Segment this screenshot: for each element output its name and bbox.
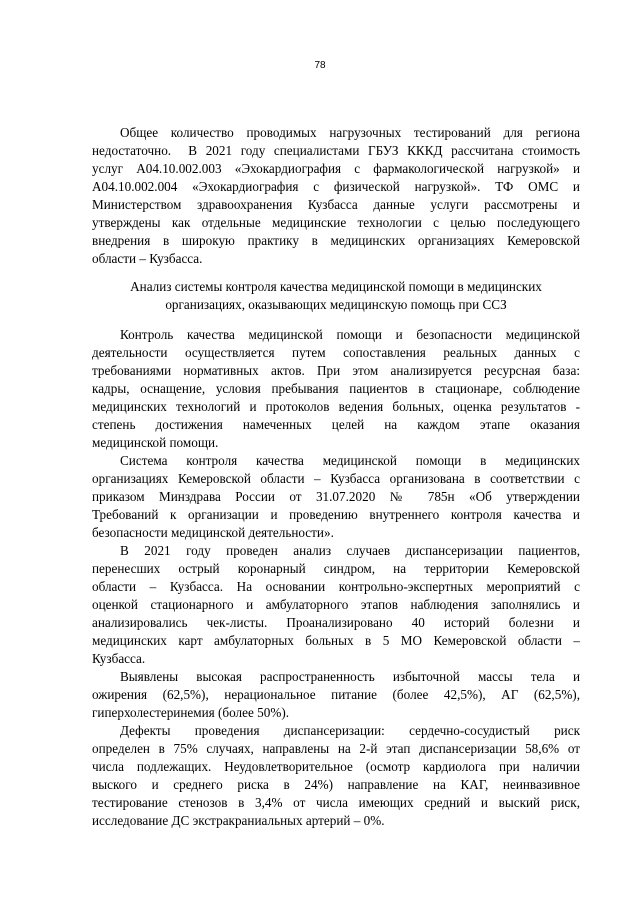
paragraph-line: области – Кузбасса. На основании контрольно-экспертных мероприятий с bbox=[92, 579, 580, 594]
paragraph-line: оценкой стационарного и амбулаторного этапов наблюдения заполнялись и bbox=[92, 597, 580, 612]
paragraph-line: Общее количество проводимых нагрузочных тестирований для региона bbox=[120, 125, 580, 140]
paragraph-line: Кузбасса. bbox=[92, 651, 146, 666]
paragraph-line: В 2021 году проведен анализ случаев диспансеризации пациентов, bbox=[120, 543, 580, 558]
paragraph-line: медицинской помощи. bbox=[92, 435, 219, 450]
paragraph-line: тестирование стенозов в 3,4% от числа имеющих средний и выский риск, bbox=[92, 795, 580, 810]
paragraph-line: деятельности осуществляется путем сопоставления реальных данных с bbox=[92, 345, 580, 360]
paragraph-line: выского и среднего риска в 24%) направление на КАГ, неинвазивное bbox=[92, 777, 580, 792]
paragraph-line: внедрения в широкую практику в медицинских организациях Кемеровской bbox=[92, 233, 580, 248]
paragraph-line: требованиями нормативных актов. При этом анализируется ресурсная база: bbox=[92, 363, 580, 378]
page-number: 78 bbox=[314, 60, 326, 71]
paragraph-line: А04.10.002.004 «Эхокардиография с физической нагрузкой». ТФ ОМС и bbox=[92, 179, 580, 194]
paragraph-line: области – Кузбасса. bbox=[92, 251, 203, 266]
paragraph-line: анализировались чек-листы. Проанализировано 40 историй болезни и bbox=[92, 615, 580, 630]
paragraph-line: ожирения (62,5%), нерациональное питание (более 42,5%), АГ (62,5%), bbox=[92, 687, 580, 702]
paragraph-line: гиперхолестеринемия (более 50%). bbox=[92, 705, 290, 720]
paragraph-line: медицинских карт амбулаторных больных в 5 МО Кемеровской области – bbox=[92, 633, 580, 648]
paragraph-line: утверждены как отдельные медицинские технологии с целью последующего bbox=[92, 215, 580, 230]
paragraph-line: безопасности медицинской деятельности». bbox=[92, 525, 334, 540]
paragraph-line: перенесших острый коронарный синдром, на территории Кемеровской bbox=[92, 561, 580, 576]
paragraph-line: организациях Кемеровской области – Кузбасса организована в соответствии с bbox=[92, 471, 580, 486]
paragraph-line: Система контроля качества медицинской помощи в медицинских bbox=[120, 453, 580, 468]
paragraph-line: определен в 75% случаях, направлены на 2-й этап диспансеризации 58,6% от bbox=[92, 741, 580, 756]
paragraph-line: приказом Минздрава России от 31.07.2020 № 785н «Об утверждении bbox=[92, 489, 580, 504]
paragraph-line: числа подлежащих. Неудовлетворительное (осмотр кардиолога при наличии bbox=[92, 759, 580, 774]
paragraph-line: Дефекты проведения диспансеризации: сердечно-сосудистый риск bbox=[120, 723, 580, 738]
paragraph-line: недостаточно. В 2021 году специалистами ГБУЗ КККД рассчитана стоимость bbox=[92, 143, 580, 158]
section-heading-line: организациях, оказывающих медицинскую помощь при ССЗ bbox=[165, 297, 507, 312]
paragraph-line: Министерством здравоохранения Кузбасса данные услуги рассмотрены и bbox=[92, 197, 580, 212]
paragraph-line: Требований к организации и проведению внутреннего контроля качества и bbox=[92, 507, 580, 522]
paragraph-line: медицинских технологий и протоколов ведения больных, оценка результатов - bbox=[92, 399, 580, 414]
section-heading-line: Анализ системы контроля качества медицинской помощи в медицинских bbox=[130, 279, 542, 294]
paragraph-line: Выявлены высокая распространенность избыточной массы тела и bbox=[120, 669, 580, 684]
paragraph-line: услуг А04.10.002.003 «Эхокардиография с фармакологической нагрузкой» и bbox=[92, 161, 580, 176]
paragraph-line: Контроль качества медицинской помощи и безопасности медицинской bbox=[120, 327, 580, 342]
paragraph-line: исследование ДС экстракраниальных артерий – 0%. bbox=[92, 813, 385, 828]
paragraph-line: кадры, оснащение, условия пребывания пациентов в стационаре, соблюдение bbox=[92, 381, 580, 396]
paragraph-line: степень достижения намеченных целей на каждом этапе оказания bbox=[92, 417, 580, 432]
